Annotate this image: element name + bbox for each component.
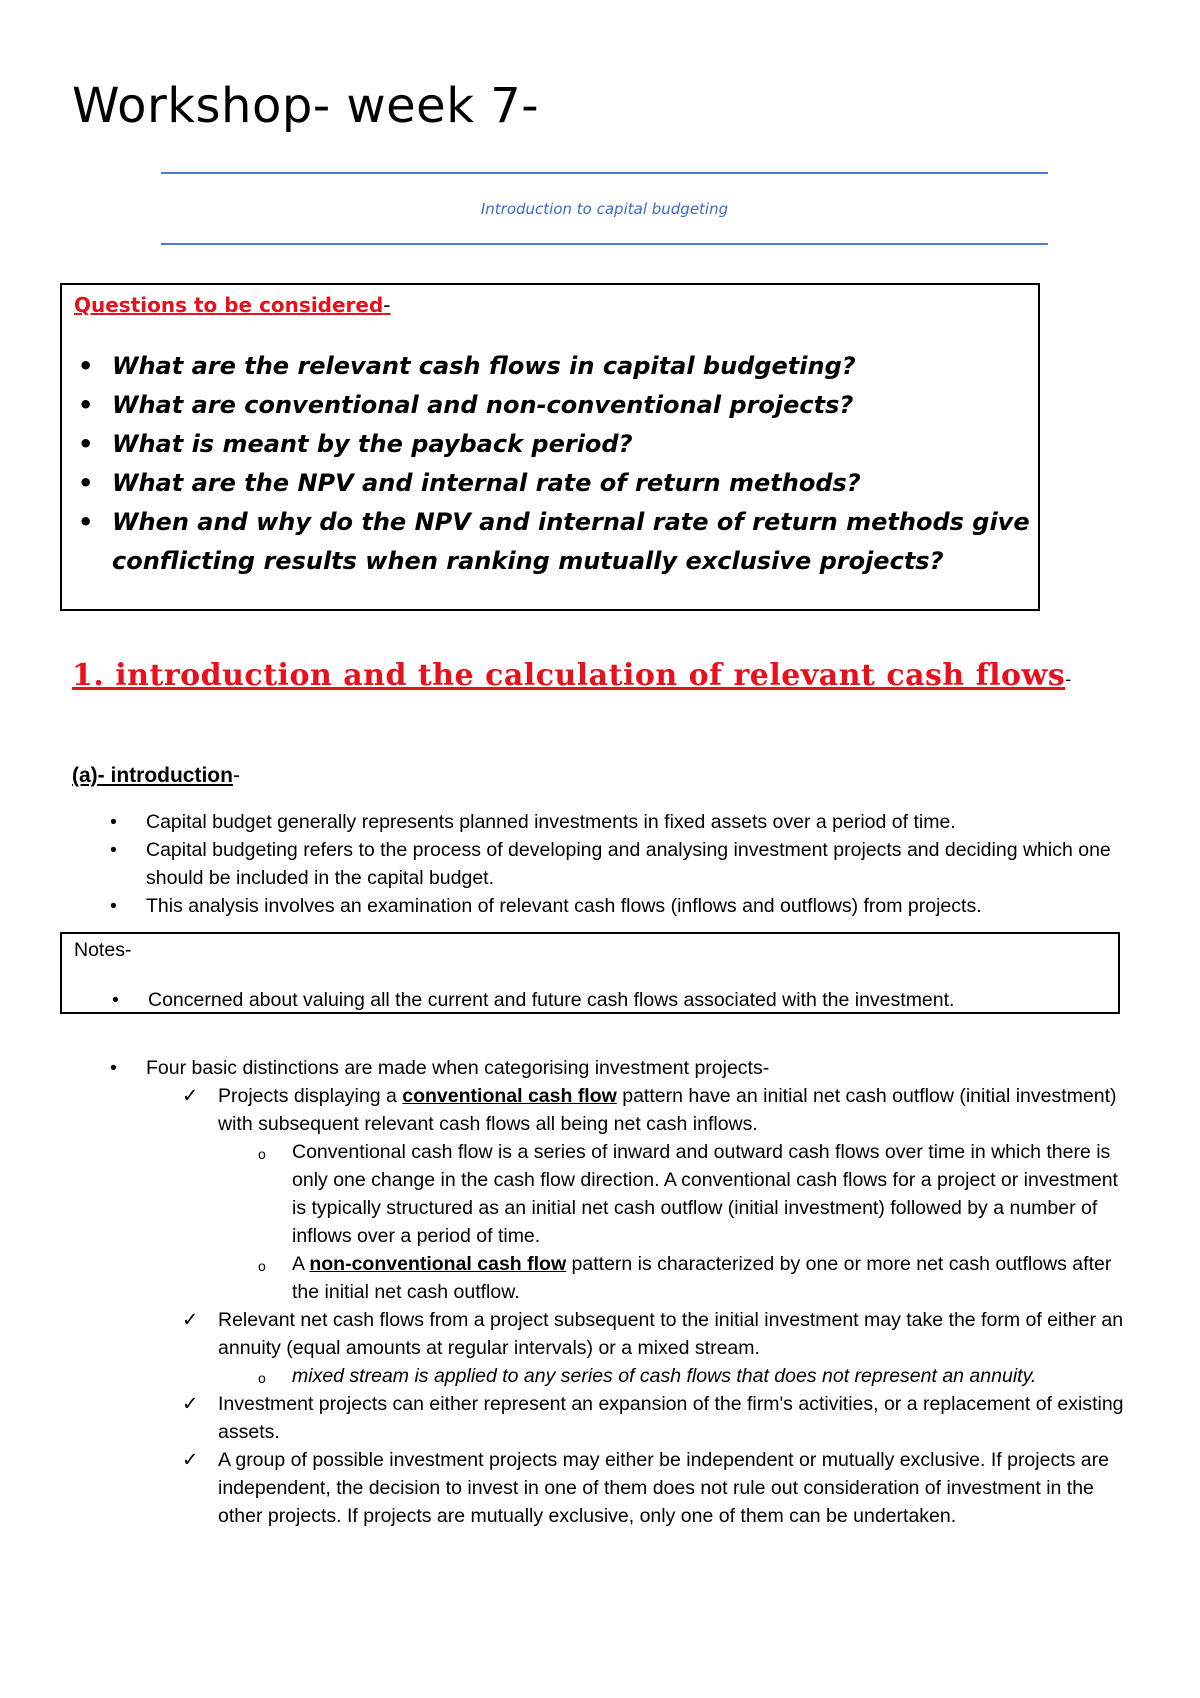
list-item: o mixed stream is applied to any series of cash flows that does not represent an annuity.: [72, 1362, 1132, 1390]
subsection-heading: (a)- introduction-: [72, 764, 240, 787]
bullet-icon: •: [110, 1057, 117, 1079]
circle-icon: o: [258, 1258, 266, 1274]
list-item: ✓ Investment projects can either represent an expansion of the firm's activities, or a replacement of existing assets.: [72, 1390, 1132, 1446]
list-item: • Four basic distinctions are made when categorising investment projects-: [72, 1054, 1132, 1082]
questions-box: [60, 283, 1040, 611]
bullet-icon: •: [78, 430, 94, 458]
divider-top: [161, 172, 1048, 174]
bullet-icon: •: [78, 352, 94, 380]
distinctions-list: [72, 1054, 1132, 1530]
question-item: • What are the NPV and internal rate of return methods?: [74, 464, 1034, 503]
bullet-icon: •: [78, 469, 94, 497]
question-item: • What are conventional and non-conventional projects?: [74, 386, 1034, 425]
bullet-icon: •: [110, 839, 117, 861]
check-icon: ✓: [182, 1449, 199, 1471]
bullet-icon: •: [78, 508, 94, 536]
check-icon: ✓: [182, 1393, 199, 1415]
list-item: • Capital budget generally represents planned investments in fixed assets over a period of time.: [72, 808, 1122, 836]
divider-bottom: [161, 243, 1048, 245]
list-item: • Capital budgeting refers to the process of developing and analysing investment projects and deciding which one should be included in the capital budget.: [72, 836, 1122, 892]
list-item: ✓ Projects displaying a conventional cash flow pattern have an initial net cash outflow (initial investment) with subsequent relevant cash flows all being net cash inflows.: [72, 1082, 1132, 1138]
page-subtitle: Introduction to capital budgeting: [480, 200, 729, 218]
circle-icon: o: [258, 1146, 266, 1162]
check-icon: ✓: [182, 1309, 199, 1331]
check-icon: ✓: [182, 1085, 199, 1107]
list-item: ✓ Relevant net cash flows from a project subsequent to the initial investment may take the form of either an annuity (equal amounts at regular intervals) or a mixed stream.: [72, 1306, 1132, 1362]
page-title: Workshop- week 7-: [72, 78, 540, 134]
list-item: ✓ A group of possible investment projects may either be independent or mutually exclusive. If projects are independent, the decision to invest in one of them does not rule out consideration of investment in the other projects. If projects are mutually exclusive, only one of them can be undertaken.: [72, 1446, 1132, 1530]
circle-icon: o: [258, 1370, 266, 1386]
bullet-icon: •: [110, 895, 117, 917]
notes-box: [60, 932, 1120, 1014]
question-item: • What are the relevant cash flows in capital budgeting?: [74, 347, 1034, 386]
list-item: o A non-conventional cash flow pattern is characterized by one or more net cash outflows after the initial net cash outflow.: [258, 1253, 1112, 1303]
bullet-icon: •: [112, 989, 119, 1011]
list-item: • This analysis involves an examination of relevant cash flows (inflows and outflows) from projects.: [72, 892, 1122, 920]
notes-label: Notes-: [74, 939, 132, 961]
question-item: • When and why do the NPV and internal rate of return methods give conflicting results when ranking mutually exclusive projects?: [74, 503, 1034, 581]
questions-heading: Questions to be considered-: [74, 293, 391, 317]
section-heading: 1. introduction and the calculation of relevant cash flows-: [72, 658, 1072, 693]
list-item: o Conventional cash flow is a series of inward and outward cash flows over time in which there is only one change in the cash flow direction. A conventional cash flows for a project or investment is typically structured as an initial net cash outflow (initial investment) followed by a number of inflows over a period of time.: [258, 1141, 1118, 1247]
question-item: • What is meant by the payback period?: [74, 425, 1034, 464]
bullet-icon: •: [78, 391, 94, 419]
bullet-icon: •: [110, 811, 117, 833]
introduction-bullets: [72, 808, 1122, 920]
questions-list: [74, 347, 1034, 581]
notes-item: • Concerned about valuing all the current and future cash flows associated with the investment.: [74, 986, 1104, 1014]
